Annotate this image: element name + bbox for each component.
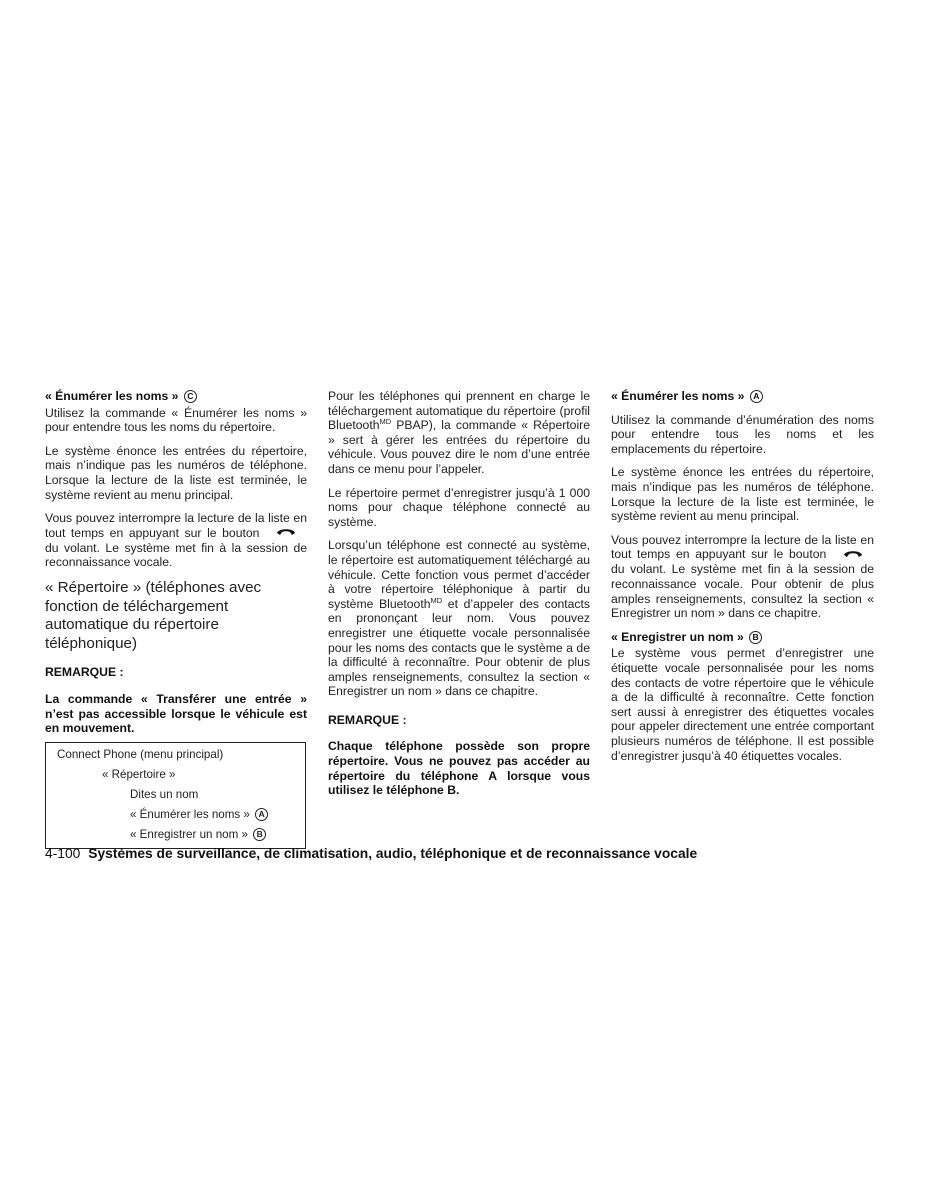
- paragraph: Le répertoire permet d’enregistrer jusqu’à 1 000 noms pour chaque téléphone connecté au système.: [328, 485, 590, 529]
- menu-line-text: « Enregistrer un nom »: [130, 827, 248, 841]
- heading-record-name-b: [611, 630, 874, 645]
- circle-b-badge: B: [749, 631, 762, 644]
- phone-hang-up-icon: [832, 548, 874, 563]
- heading-text: « Enregistrer un nom »: [611, 629, 744, 644]
- circle-a-badge: A: [750, 390, 763, 403]
- paragraph-text: PBAP), la commande « Répertoire » sert à gérer les entrées du répertoire du véhicule. Vous pouvez dire le nom d’une entrée dans ce menu pour l’appeler.: [328, 418, 590, 476]
- menu-line-record-name: [46, 826, 305, 846]
- trademark-superscript: MD: [379, 417, 392, 427]
- paragraph: Le système énonce les entrées du répertoire, mais n’indique pas les numéros de téléphone. Lorsque la lecture de la liste est terminée, le système revient au menu principal.: [611, 465, 874, 524]
- circle-a-badge: A: [255, 808, 268, 821]
- paragraph-download: [328, 538, 590, 699]
- paragraph-interrupt: [45, 511, 307, 570]
- paragraph-text: Pour les téléphones qui prennent en charge le téléchargement automatique du répertoire (profil Bluetooth: [328, 389, 590, 433]
- menu-line-connect-phone: Connect Phone (menu principal): [57, 747, 224, 761]
- remark-label: REMARQUE :: [45, 665, 124, 680]
- page-number: 4-100: [45, 846, 81, 861]
- paragraph: Le système vous permet d’enregistrer une étiquette vocale personnalisée pour les noms des contacts de votre répertoire que le véhicule a de la difficulté à reconnaître. Cette fonction sert aussi à enregistrer des étiquettes vocales pour appeler directement une entrée comportant plusieurs numéros de téléphone. Il est possible d’enregistrer jusqu’à 40 étiquettes vocales.: [611, 646, 874, 763]
- paragraph-text: du volant. Le système met fin à la session de reconnaissance vocale.: [45, 540, 307, 570]
- paragraph-text: et d’appeler des contacts en prononçant leur nom. Vous pouvez enregistrer une étiquette vocale personnalisée pour les noms des contacts que le système a de la difficulté à reconnaître. Pour obtenir de plus amples renseignements, consultez la section « Enregistrer un nom » dans ce chapitre.: [328, 596, 590, 699]
- chapter-title: Systèmes de surveillance, de climatisation, audio, téléphonique et de reconnaissance vocale: [88, 846, 698, 861]
- remark-text: La commande « Transférer une entrée » n’est pas accessible lorsque le véhicule est en mouvement.: [45, 691, 307, 736]
- paragraph: Utilisez la commande d’énumération des noms pour entendre tous les noms et les emplacements du répertoire.: [611, 412, 874, 456]
- paragraph-pbap: [328, 389, 590, 477]
- paragraph-text: du volant. Le système met fin à la session de reconnaissance vocale. Pour obtenir de plus amples renseignements, consultez la section « Enregistrer un nom » dans ce chapitre.: [611, 562, 874, 621]
- paragraph-text: Lorsqu’un téléphone est connecté au système, le répertoire est automatiquement téléchargé au véhicule. Cette fonction vous permet d’accéder à votre répertoire téléphonique à partir du système Bluetooth: [328, 538, 590, 611]
- circle-b-badge: B: [253, 828, 266, 841]
- paragraph: Le système énonce les entrées du répertoire, mais n’indique pas les numéros de téléphone. Lorsque la lecture de la liste est terminée, le système revient au menu principal.: [45, 443, 307, 502]
- heading-enumerate-names-a: [611, 389, 874, 404]
- column-left: [45, 389, 307, 849]
- remark-label: REMARQUE :: [328, 712, 407, 727]
- menu-line-say-name: Dites un nom: [130, 787, 199, 801]
- paragraph: Utilisez la commande « Énumérer les noms » pour entendre tous les noms du répertoire.: [45, 405, 307, 435]
- heading-text: « Énumérer les noms »: [611, 389, 745, 403]
- menu-line-repertoire: « Répertoire »: [102, 767, 176, 781]
- paragraph-interrupt: [611, 533, 874, 621]
- heading-text: « Énumérer les noms »: [45, 389, 179, 403]
- phone-hang-up-icon: [265, 526, 307, 541]
- heading-enumerate-names-c: [45, 389, 307, 404]
- menu-line-text: « Énumérer les noms »: [130, 807, 250, 821]
- section-heading-repertoire: « Répertoire » (téléphones avec fonction de téléchargement automatique du répertoire téléphonique): [45, 579, 262, 652]
- column-middle: [328, 389, 590, 807]
- paragraph-text: Vous pouvez interrompre la lecture de la liste en tout temps en appuyant sur le bouton: [611, 532, 874, 562]
- circle-c-badge: C: [184, 390, 197, 403]
- page-footer: [45, 846, 697, 861]
- menu-line-enumerate-names: [46, 806, 305, 826]
- voice-menu-box: [45, 742, 306, 849]
- column-right: [611, 389, 874, 772]
- paragraph-text: Vous pouvez interrompre la lecture de la liste en tout temps en appuyant sur le bouton: [45, 511, 307, 540]
- remark-text: Chaque téléphone possède son propre répertoire. Vous ne pouvez pas accéder au répertoire du téléphone A lorsque vous utilisez le téléphone B.: [328, 739, 590, 798]
- trademark-superscript: MD: [430, 595, 443, 605]
